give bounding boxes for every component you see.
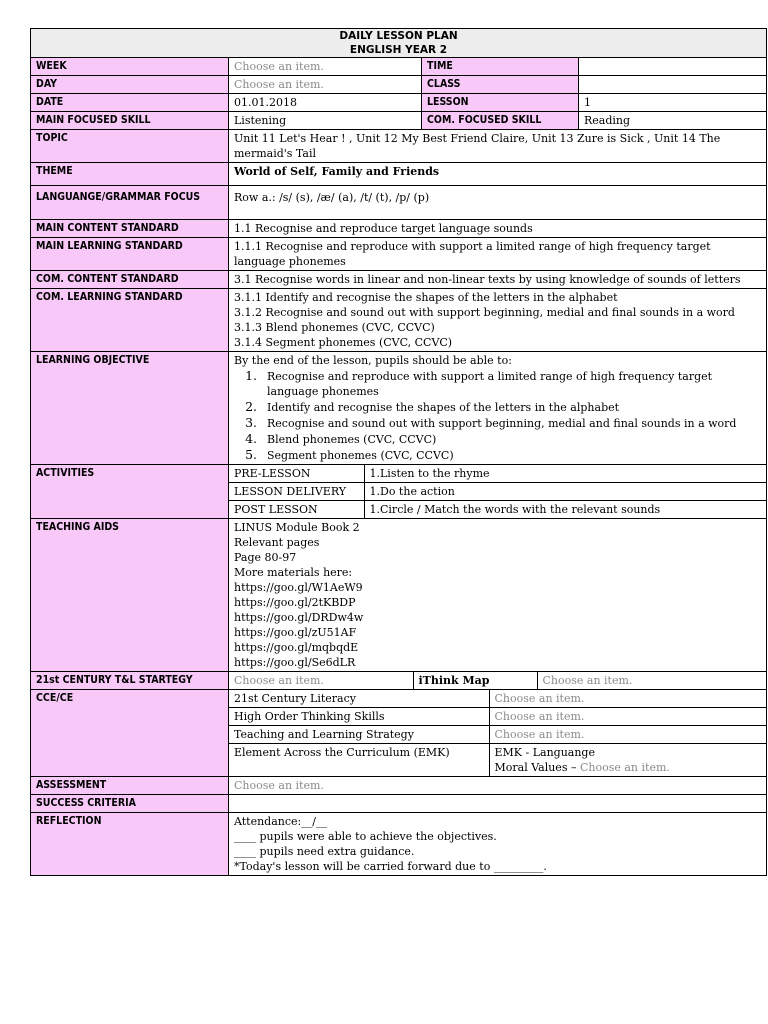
topic-row	[31, 130, 767, 163]
date-field[interactable]: 01.01.2018	[229, 94, 422, 112]
cce-item-row	[229, 690, 766, 708]
activity-desc[interactable]: 1.Do the action	[364, 483, 766, 501]
date-label: DATE	[31, 94, 229, 112]
cce-table	[229, 690, 766, 776]
com-learning-field[interactable]	[229, 289, 767, 352]
objective-list	[234, 368, 762, 463]
aids-field[interactable]	[229, 519, 767, 672]
objective-intro: By the end of the lesson, pupils should be able to:	[234, 354, 512, 367]
assessment-label: ASSESSMENT	[31, 777, 229, 795]
week-label: WEEK	[31, 58, 229, 76]
aids-line: More materials here:	[234, 566, 353, 579]
ithink-label: iThink Map	[413, 672, 537, 689]
com-learning-line: 3.1.4 Segment phonemes (CVC, CCVC)	[234, 336, 453, 349]
century-inner-row	[229, 672, 766, 689]
reflection-line: ____ pupils need extra guidance.	[234, 845, 415, 858]
activity-desc[interactable]: 1.Circle / Match the words with the relevant sounds	[369, 503, 661, 516]
aids-link[interactable]: https://goo.gl/DRDw4w	[234, 611, 364, 624]
activities-row	[31, 465, 767, 519]
reflection-row	[31, 813, 767, 876]
com-skill-label: COM. FOCUSED SKILL	[422, 112, 579, 130]
activity-row	[229, 483, 766, 501]
aids-row	[31, 519, 767, 672]
activity-stage: POST LESSON	[229, 501, 364, 519]
objective-item: 1. Recognise and reproduce with support a limited range of high frequency target language phonemes	[261, 368, 762, 399]
success-label: SUCCESS CRITERIA	[31, 795, 229, 813]
emk-name: Element Across the Curriculum (EMK)	[229, 744, 489, 777]
aids-link[interactable]: https://goo.gl/mqbqdE	[234, 641, 359, 654]
activity-stage: LESSON DELIVERY	[229, 483, 364, 501]
main-learning-row	[31, 238, 767, 271]
theme-row	[31, 163, 767, 186]
main-skill-field[interactable]: Listening	[229, 112, 422, 130]
class-field[interactable]	[579, 76, 767, 94]
aids-line: Relevant pages	[234, 536, 320, 549]
grammar-label: LANGUANGE/GRAMMAR FOCUS	[31, 186, 229, 220]
date-row	[31, 94, 767, 112]
theme-label: THEME	[31, 163, 229, 186]
emk-line: EMK - Languange	[494, 746, 595, 759]
class-label: CLASS	[422, 76, 579, 94]
activity-row	[229, 501, 766, 519]
com-content-field[interactable]: 3.1 Recognise words in linear and non-linear texts by using knowledge of sounds of letters	[229, 271, 767, 289]
cce-row	[31, 690, 767, 777]
cce-item-row	[229, 726, 766, 744]
lesson-plan-sheet	[30, 28, 766, 876]
com-content-row	[31, 271, 767, 289]
aids-label: TEACHING AIDS	[31, 519, 229, 672]
reflection-line: ____ pupils were able to achieve the objectives.	[234, 830, 497, 843]
moral-values-label: Moral Values –	[494, 761, 580, 774]
century-cell	[229, 672, 767, 690]
day-dropdown[interactable]: Choose an item.	[229, 76, 422, 94]
lesson-field[interactable]: 1	[579, 94, 767, 112]
objective-item: 2. Identify and recognise the shapes of the letters in the alphabet	[261, 399, 762, 415]
com-learning-line: 3.1.1 Identify and recognise the shapes of the letters in the alphabet	[234, 291, 618, 304]
skill-row	[31, 112, 767, 130]
cce-cell	[229, 690, 767, 777]
moral-values-line	[495, 760, 763, 775]
com-content-label: COM. CONTENT STANDARD	[31, 271, 229, 289]
header-row	[31, 29, 767, 58]
cce-item-dropdown[interactable]: Choose an item.	[489, 726, 766, 744]
topic-label: TOPIC	[31, 130, 229, 163]
cce-item-row	[229, 708, 766, 726]
cce-item-name: High Order Thinking Skills	[229, 708, 489, 726]
reflection-line: *Today's lesson will be carried forward due to _________.	[234, 860, 547, 873]
day-row	[31, 76, 767, 94]
objective-label: LEARNING OBJECTIVE	[31, 352, 229, 465]
main-skill-label: MAIN FOCUSED SKILL	[31, 112, 229, 130]
grammar-field[interactable]: Row a.: /s/ (s), /æ/ (a), /t/ (t), /p/ (p)	[229, 186, 767, 220]
week-row	[31, 58, 767, 76]
emk-field	[489, 744, 766, 777]
activity-stage: PRE-LESSON	[229, 465, 364, 483]
objective-item: 3. Recognise and sound out with support beginning, medial and final sounds in a word	[261, 415, 762, 431]
objective-item: 5. Segment phonemes (CVC, CCVC)	[261, 447, 762, 463]
main-learning-label: MAIN LEARNING STANDARD	[31, 238, 229, 271]
time-label: TIME	[422, 58, 579, 76]
activities-table	[229, 465, 766, 518]
cce-label: CCE/CE	[31, 690, 229, 777]
main-content-label: MAIN CONTENT STANDARD	[31, 220, 229, 238]
activity-desc[interactable]: 1.Listen to the rhyme	[364, 465, 766, 483]
reflection-label: REFLECTION	[31, 813, 229, 876]
emk-row	[229, 744, 766, 777]
century-dropdown[interactable]: Choose an item.	[229, 672, 413, 689]
cce-item-dropdown[interactable]: Choose an item.	[489, 708, 766, 726]
main-learning-field[interactable]: 1.1.1 Recognise and reproduce with support a limited range of high frequency target language phonemes	[229, 238, 767, 271]
century-table	[229, 672, 766, 689]
aids-link[interactable]: https://goo.gl/W1AeW9	[234, 581, 363, 594]
moral-values-dropdown[interactable]: Choose an item.	[579, 761, 670, 774]
assessment-row	[31, 777, 767, 795]
objective-row	[31, 352, 767, 465]
com-learning-row	[31, 289, 767, 352]
activities-label: ACTIVITIES	[31, 465, 229, 519]
cce-item-dropdown[interactable]: Choose an item.	[489, 690, 766, 708]
theme-field[interactable]: World of Self, Family and Friends	[229, 163, 767, 186]
reflection-field[interactable]	[229, 813, 767, 876]
main-content-field[interactable]: 1.1 Recognise and reproduce target language sounds	[229, 220, 767, 238]
com-learning-line: 3.1.3 Blend phonemes (CVC, CCVC)	[234, 321, 435, 334]
lesson-plan-table	[30, 28, 767, 876]
aids-line: Page 80-97	[234, 551, 297, 564]
day-label: DAY	[31, 76, 229, 94]
success-field[interactable]	[229, 795, 767, 813]
week-dropdown[interactable]: Choose an item.	[229, 58, 422, 76]
success-row	[31, 795, 767, 813]
grammar-row	[31, 186, 767, 220]
century-label: 21st CENTURY T&L STARTEGY	[31, 672, 229, 690]
reflection-line: Attendance:__/__	[234, 815, 327, 828]
com-learning-label: COM. LEARNING STANDARD	[31, 289, 229, 352]
ithink-dropdown[interactable]: Choose an item.	[542, 674, 633, 687]
objective-field[interactable]	[229, 352, 767, 465]
com-skill-field[interactable]: Reading	[579, 112, 767, 130]
cce-item-name: Teaching and Learning Strategy	[229, 726, 489, 744]
aids-link[interactable]: https://goo.gl/2tKBDP	[234, 596, 356, 609]
objective-item: 4. Blend phonemes (CVC, CCVC)	[261, 431, 762, 447]
cce-item-name: 21st Century Literacy	[229, 690, 489, 708]
plan-title: DAILY LESSON PLAN ENGLISH YEAR 2	[31, 29, 767, 58]
aids-line: LINUS Module Book 2	[234, 521, 360, 534]
lesson-label: LESSON	[422, 94, 579, 112]
topic-field[interactable]: Unit 11 Let's Hear ! , Unit 12 My Best Friend Claire, Unit 13 Zure is Sick , Unit 14 The mermaid's Tail	[229, 130, 767, 163]
century-row	[31, 672, 767, 690]
activities-cell	[229, 465, 767, 519]
aids-link[interactable]: https://goo.gl/zU51AF	[234, 626, 357, 639]
time-field[interactable]	[579, 58, 767, 76]
assessment-dropdown[interactable]: Choose an item.	[229, 777, 767, 795]
activity-row	[229, 465, 766, 483]
aids-link[interactable]: https://goo.gl/Se6dLR	[234, 656, 356, 669]
main-content-row	[31, 220, 767, 238]
com-learning-line: 3.1.2 Recognise and sound out with support beginning, medial and final sounds in a word	[234, 306, 735, 319]
